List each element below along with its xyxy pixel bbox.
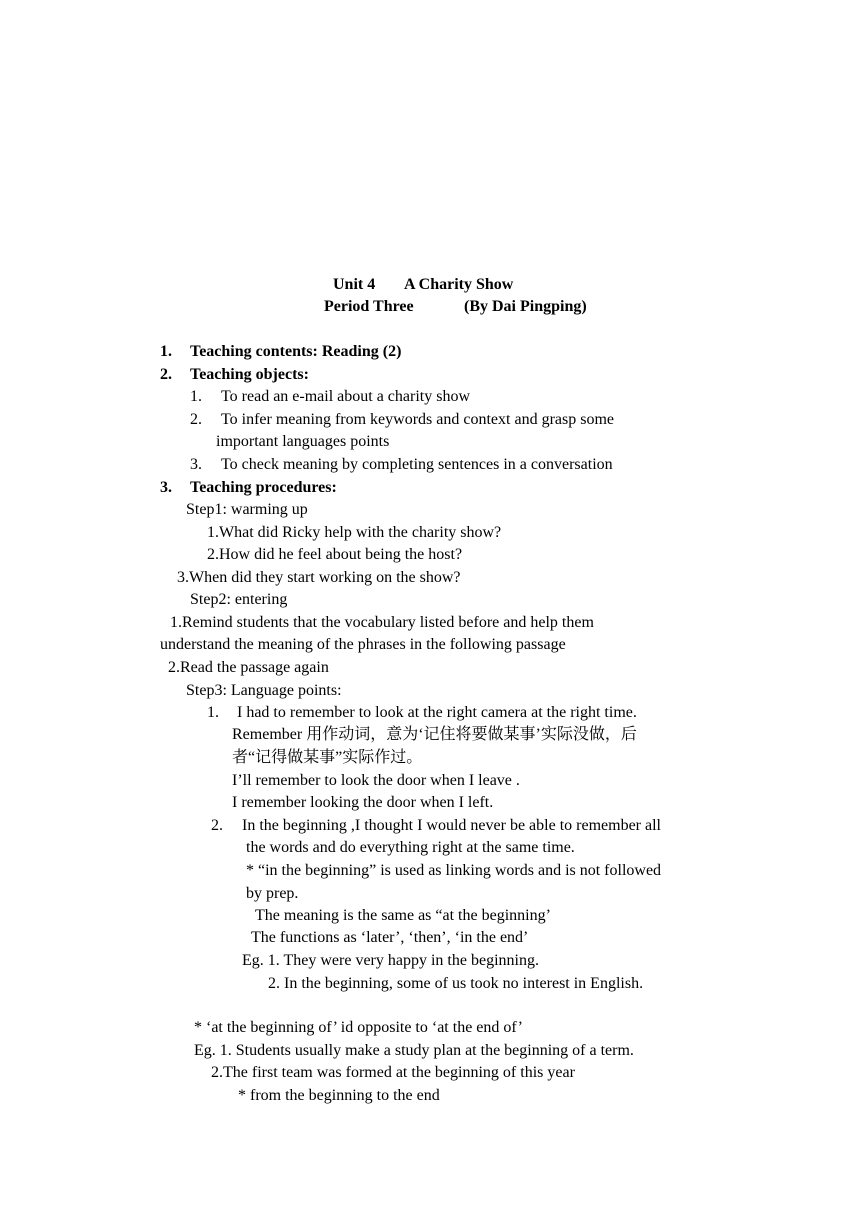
language-point-3-note-2: * from the beginning to the end [238, 1087, 440, 1104]
language-point-2-note-1: * “in the beginning” is used as linking words and is not followed [246, 862, 662, 879]
subtitle-period: Period Three [324, 298, 414, 315]
language-point-2-continuation: the words and do everything right at the same time. [246, 839, 575, 856]
language-point-2-text: In the beginning ,I thought I would never be able to remember all [242, 817, 661, 834]
step1-question-3: 3.When did they start working on the show? [177, 569, 461, 586]
language-point-3-example-2: 2.The first team was formed at the beginning of this year [211, 1064, 575, 1081]
language-point-3-note: * ‘at the beginning of’ id opposite to ‘at the end of’ [194, 1019, 523, 1036]
language-point-1-number: 1. [207, 704, 219, 721]
section3-number: 3. [160, 479, 172, 496]
step2-point-2: 2.Read the passage again [168, 659, 329, 676]
section3-heading: Teaching procedures: [190, 479, 337, 496]
step1-label: Step1: warming up [186, 501, 308, 518]
subtitle-author: (By Dai Pingping) [464, 298, 587, 315]
objective-1-text: To read an e-mail about a charity show [221, 388, 471, 405]
step2-label: Step2: entering [190, 591, 288, 608]
language-point-3-example-1: Eg. 1. Students usually make a study plan at the beginning of a term. [194, 1042, 634, 1059]
section1-heading: Teaching contents: Reading (2) [190, 343, 402, 360]
objective-3-text: To check meaning by completing sentences in a conversation [221, 456, 613, 473]
step1-question-1: 1.What did Ricky help with the charity show? [207, 524, 502, 541]
section1-number: 1. [160, 343, 172, 360]
objective-1-number: 1. [190, 388, 202, 405]
objective-2-number: 2. [190, 411, 202, 428]
language-point-1-chinese-1: Remember 用作动词，意为‘记住将要做某事’实际没做，后 [232, 726, 637, 743]
objective-2-text: To infer meaning from keywords and context and grasp some [221, 411, 614, 428]
title-unit: Unit 4 [333, 276, 376, 293]
language-point-2-note-3: The functions as ‘later’, ‘then’, ‘in the end’ [251, 929, 529, 946]
step2-point-1: 1.Remind students that the vocabulary listed before and help them [170, 614, 594, 631]
language-point-1-text: I had to remember to look at the right camera at the right time. [237, 704, 637, 721]
step2-point-1-continuation: understand the meaning of the phrases in the following passage [160, 636, 566, 653]
language-point-2-number: 2. [211, 817, 223, 834]
language-point-1-chinese-2: 者“记得做某事”实际作过。 [232, 749, 423, 766]
language-point-2-note-1-continuation: by prep. [246, 885, 299, 902]
section2-number: 2. [160, 366, 172, 383]
objective-2-continuation: important languages points [216, 433, 390, 450]
objective-3-number: 3. [190, 456, 202, 473]
language-point-2-example-2: 2. In the beginning, some of us took no interest in English. [268, 975, 644, 992]
language-point-2-example-1: Eg. 1. They were very happy in the beginning. [242, 952, 539, 969]
step1-question-2: 2.How did he feel about being the host? [207, 546, 463, 563]
title-name: A Charity Show [404, 276, 514, 293]
language-point-1-example-2: I remember looking the door when I left. [232, 794, 494, 811]
language-point-1-example-1: I’ll remember to look the door when I leave . [232, 772, 520, 789]
language-point-2-note-2: The meaning is the same as “at the beginning’ [255, 907, 551, 924]
step3-label: Step3: Language points: [186, 682, 342, 699]
section2-heading: Teaching objects: [190, 366, 309, 383]
